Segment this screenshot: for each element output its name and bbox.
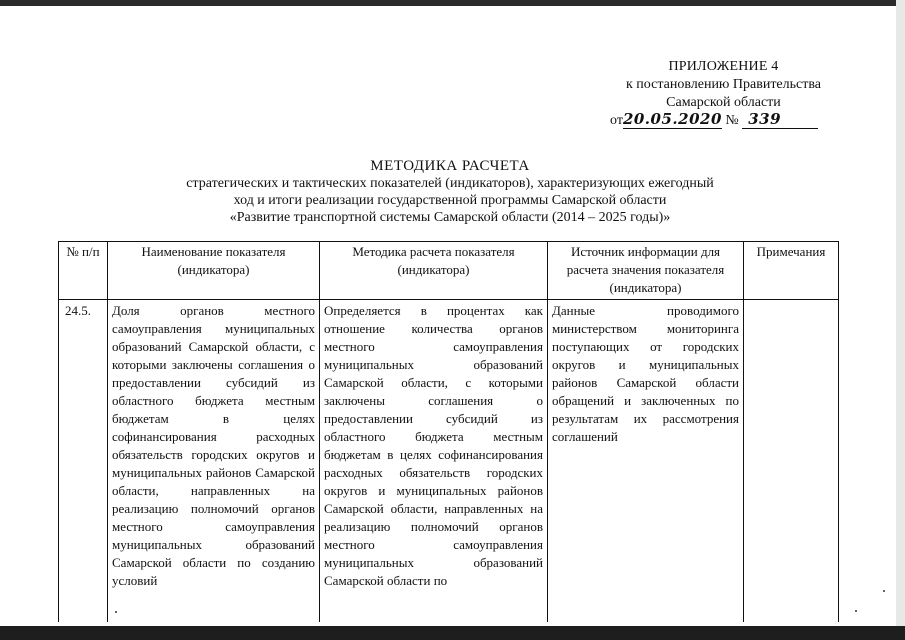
scan-edge-top [0,0,905,6]
appendix-line-3: Самарской области [666,95,781,110]
document-title: МЕТОДИКА РАСЧЕТА [370,158,530,174]
row-information-source: Данные проводимого министерством мониторинга поступающих от городских округов и муниципальных районов Самарской области обращений и заключенных по результатам их рассмотрения соглашений [548,300,744,623]
scan-speck [883,590,885,592]
scan-edge-right [896,0,905,640]
document-title-block [150,158,750,226]
handwritten-number: 339 [742,110,818,129]
row-notes [744,300,839,623]
row-calculation-method: Определяется в процентах как отношение количества органов местного самоуправления муниципальных образований Самарской области, с которыми заключены соглашения о предоставлении субсидий из областного бюджета местным бюджетам в целях софинансирования расходных обязательств городских округов и муниципальных районов Самарской области, направленных на реализацию полномочий органов местного самоуправления муниципальных образований Самарской области по [320,300,548,623]
header-indicator-name: Наименование показателя (индикатора) [108,242,320,300]
scan-speck [855,610,857,612]
table-header-row [59,242,839,300]
scan-edge-bottom [0,626,905,640]
row-indicator-name: Доля органов местного самоуправления муниципальных образований Самарской области, с которыми заключены соглашения о предоставлении субсидий из областного бюджета местным бюджетам в целях софинансирования расходных обязательств городских округов и муниципальных районов Самарской области, направленных на реализацию полномочий органов местного самоуправления муниципальных образований Самарской области по созданию условий [108,300,320,623]
header-notes: Примечания [744,242,839,300]
document-subtitle-line-3: «Развитие транспортной системы Самарской области (2014 – 2025 годы)» [229,210,671,225]
row-number: 24.5. [59,300,108,623]
appendix-line-2: к постановлению Правительства [625,77,821,92]
header-calculation-method: Методика расчета показателя (индикатора) [320,242,548,300]
appendix-title: ПРИЛОЖЕНИЕ 4 [668,59,779,74]
header-number: № п/п [59,242,108,300]
date-prefix: от [610,113,623,128]
appendix-header [626,58,821,112]
number-label: № [725,113,739,128]
appendix-date-line [610,110,818,129]
document-subtitle-line-1: стратегических и тактических показателей (индикаторов), характеризующих ежегодный [186,176,714,191]
handwritten-date: 20.05.2020 [622,110,722,128]
table-row [59,300,839,623]
header-information-source: Источник информации для расчета значения показателя (индикатора) [548,242,744,300]
indicator-table [58,241,839,622]
document-subtitle-line-2: ход и итоги реализации государственной программы Самарской области [233,193,667,208]
